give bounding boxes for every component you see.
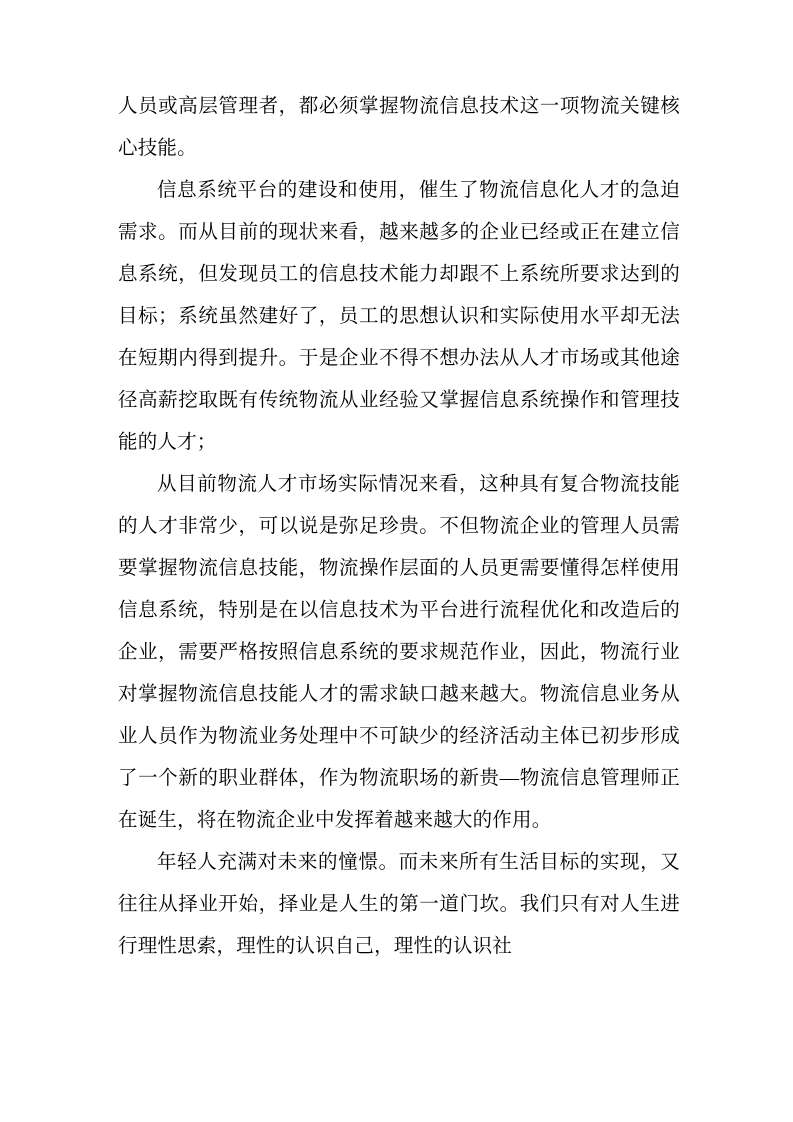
paragraph: 人员或高层管理者，都必须掌握物流信息技术这一项物流关键核心技能。 <box>118 96 680 159</box>
paragraph: 信息系统平台的建设和使用，催生了物流信息化人才的急迫需求。而从目前的现状来看，越来越多的企业已经或正在建立信息系统，但发现员工的信息技术能力却跟不上系统所要求达到的目标；系统虽然建好了，员工的思想认识和实际使用水平却无法在短期内得到提升。于是企业不得不想办法从人才市场或其他途径高薪挖取既有传统物流从业经验又掌握信息系统操作和管理技能的人才； <box>118 180 680 453</box>
paragraph: 从目前物流人才市场实际情况来看，这种具有复合物流技能的人才非常少，可以说是弥足珍贵。不但物流企业的管理人员需要掌握物流信息技能，物流操作层面的人员更需要懂得怎样使用信息系统，特别是在以信息技术为平台进行流程优化和改造后的企业，需要严格按照信息系统的要求规范作业，因此，物流行业对掌握物流信息技能人才的需求缺口越来越大。物流信息业务从业人员作为物流业务处理中不可缺少的经济活动主体已初步形成了一个新的职业群体，作为物流职场的新贵—物流信息管理师正在诞生，将在物流企业中发挥着越来越大的作用。 <box>118 474 680 831</box>
paragraph: 年轻人充满对未来的憧憬。而未来所有生活目标的实现，又往往从择业开始，择业是人生的第一道门坎。我们只有对人生进行理性思索，理性的认识自己，理性的认识社 <box>118 852 680 957</box>
document-text-body <box>118 86 680 968</box>
